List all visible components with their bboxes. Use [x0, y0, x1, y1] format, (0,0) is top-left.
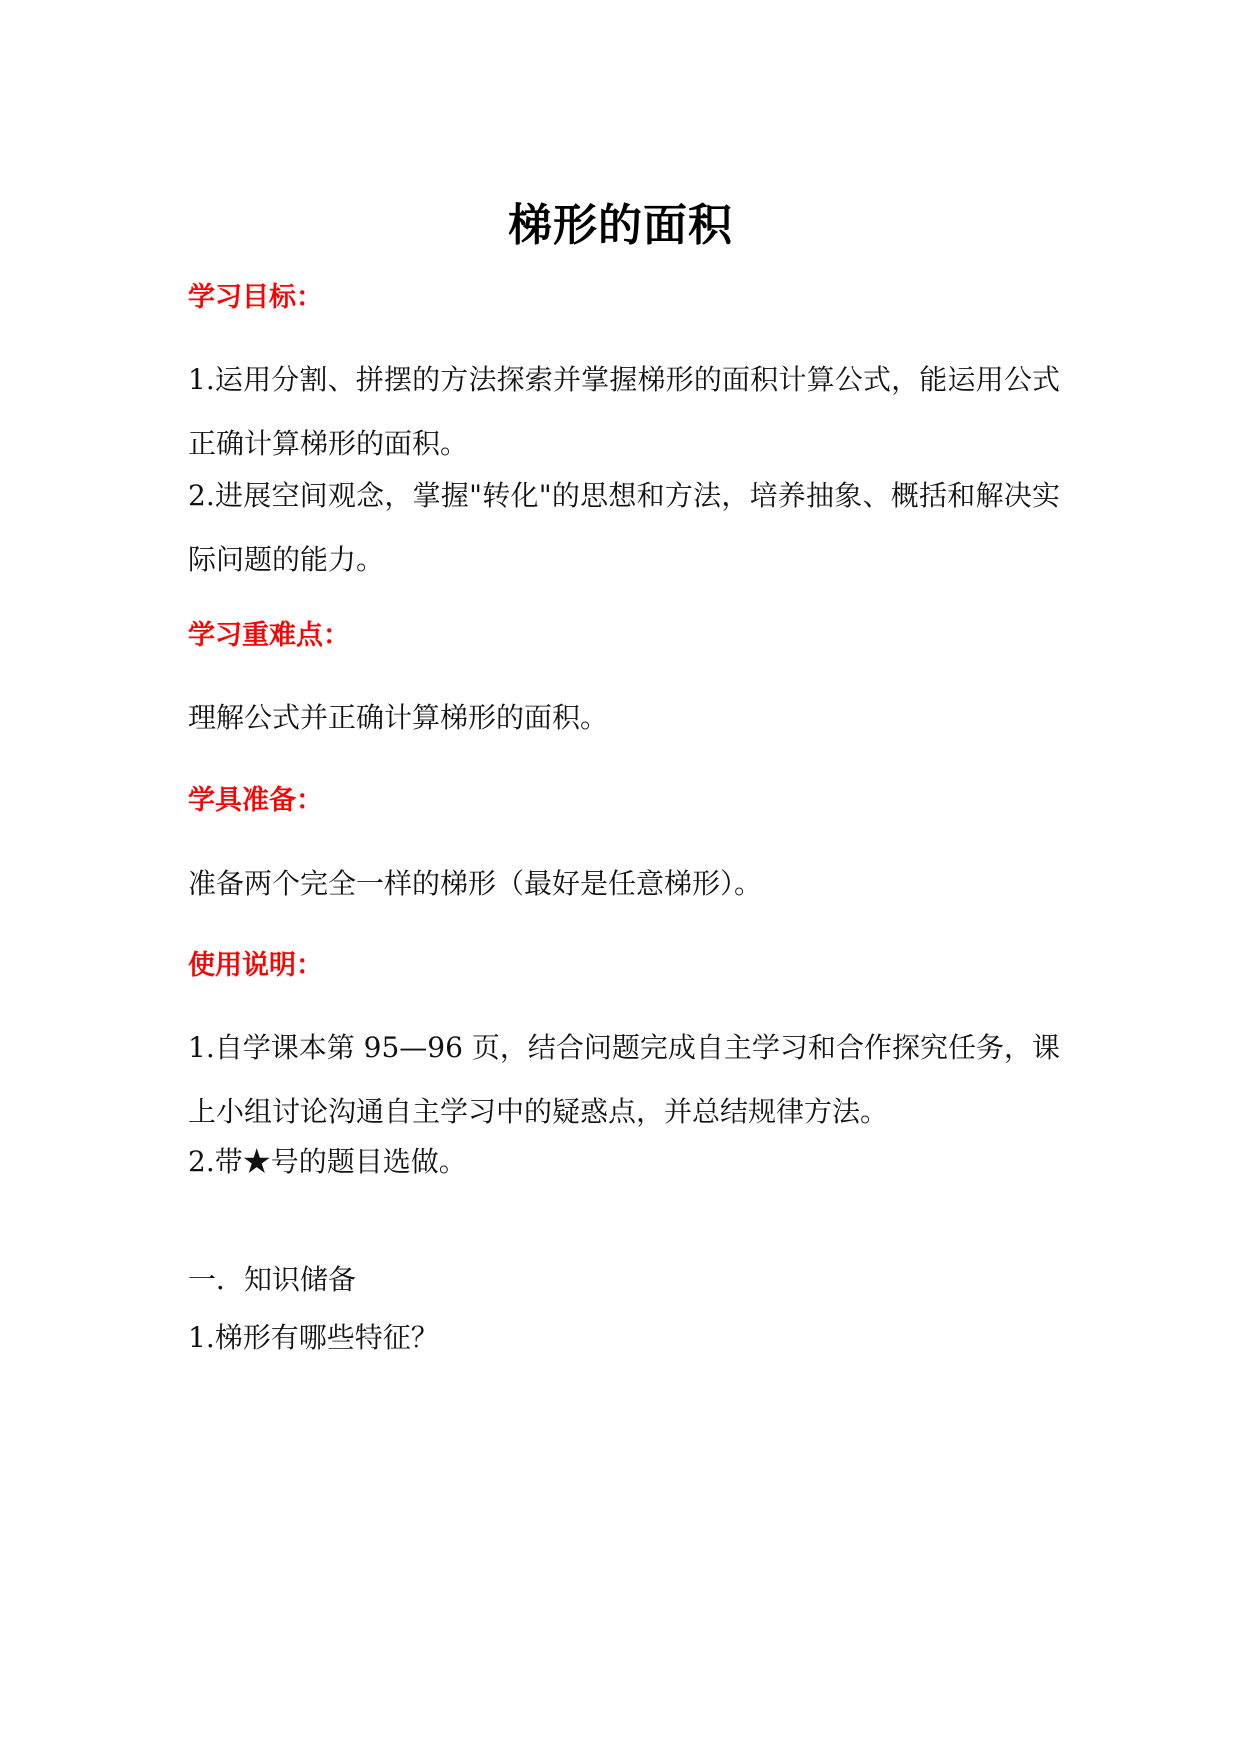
part-one-question: 1.梯形有哪些特征？ — [188, 1321, 439, 1354]
objective-item-1: 1.运用分割、拼摆的方法探索并掌握梯形的面积计算公式，能运用公式正确计算梯形的面积。 — [188, 363, 1060, 460]
key-points-text: 理解公式并正确计算梯形的面积。 — [188, 701, 609, 734]
objectives-heading: 学习目标： — [188, 282, 323, 313]
page-title: 梯形的面积 — [508, 200, 733, 251]
instruction-item-2: 2.带★号的题目选做。 — [188, 1145, 467, 1178]
materials-heading: 学具准备： — [188, 785, 323, 816]
instruction-item-1: 1.自学课本第 95—96 页，结合问题完成自主学习和合作探究任务，课上小组讨论沟通自主学习中的疑惑点，并总结规律方法。 — [188, 1031, 1060, 1128]
objective-item-2: 2.进展空间观念，掌握"转化"的思想和方法，培养抽象、概括和解决实际问题的能力。 — [188, 479, 1060, 576]
materials-text: 准备两个完全一样的梯形（最好是任意梯形）。 — [188, 867, 763, 900]
instructions-heading: 使用说明： — [188, 950, 323, 981]
key-points-heading: 学习重难点： — [188, 620, 350, 651]
part-one-heading: 一．知识储备 — [188, 1263, 357, 1296]
